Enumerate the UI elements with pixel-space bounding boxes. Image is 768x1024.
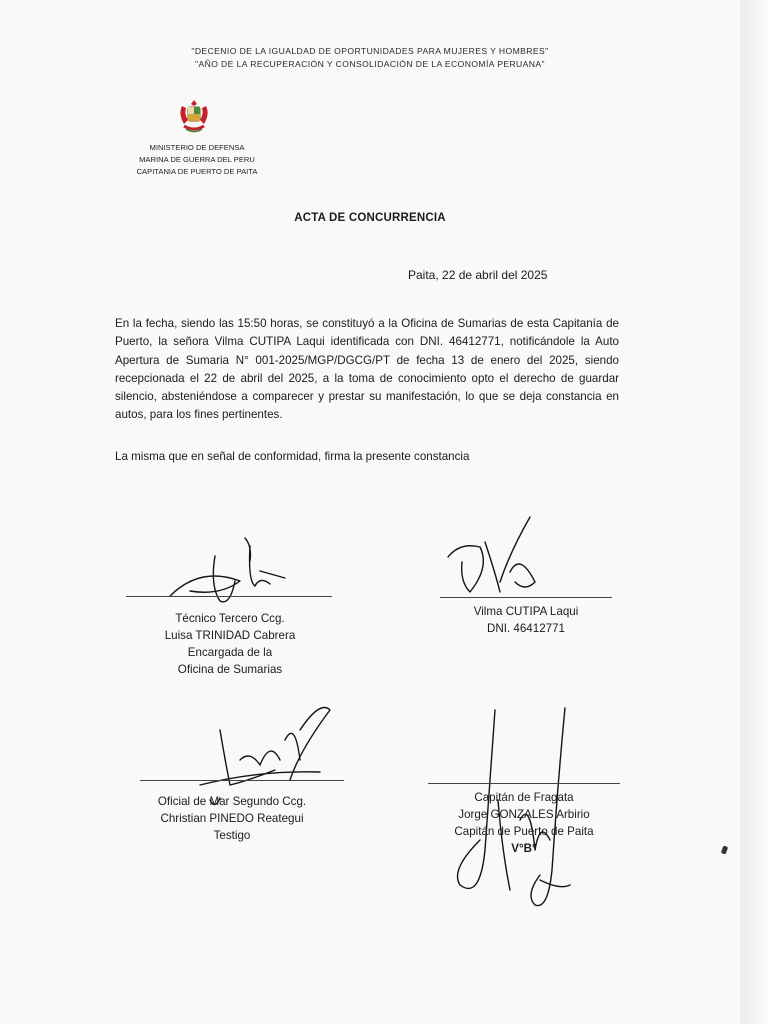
signatory-notificada xyxy=(440,603,612,637)
document-title: ACTA DE CONCURRENCIA xyxy=(294,212,446,224)
tecnico-name: Luisa TRINIDAD Cabrera xyxy=(164,629,296,642)
header-anio: "AÑO DE LA RECUPERACIÓN Y CONSOLIDACIÓN DE LA ECONOMÍA PERUANA" xyxy=(195,59,545,69)
signature-line-testigo xyxy=(140,780,344,781)
testigo-name: Christian PINEDO Reategui xyxy=(160,812,304,825)
testigo-rank: Oficial de Mar Segundo Ccg. xyxy=(157,795,307,808)
notificada-dni: DNI. 46412771 xyxy=(487,622,565,635)
tecnico-role: Encargada de la xyxy=(187,646,273,659)
institution-capitania: CAPITANIA DE PUERTO DE PAITA xyxy=(136,167,258,176)
capitan-rank: Capitán de Fragata xyxy=(474,791,574,804)
signature-line-capitan xyxy=(428,783,620,784)
tecnico-office: Oficina de Sumarias xyxy=(177,663,283,676)
signatory-capitan xyxy=(418,789,630,857)
signature-line-notificada xyxy=(440,597,612,598)
tecnico-rank: Técnico Tercero Ccg. xyxy=(175,612,285,625)
signatory-tecnico xyxy=(120,610,340,678)
scan-edge xyxy=(740,0,768,1024)
capitan-role: Capitán de Puerto de Paita xyxy=(454,825,594,838)
signatory-testigo xyxy=(120,793,344,844)
coat-of-arms-icon xyxy=(174,96,214,136)
document-body: En la fecha, siendo las 15:50 horas, se constituyó a la Oficina de Sumarias de esta Capitanía de Puerto, la señora Vilma CUTIPA Laqui identificada con DNI. 46412771, notificándole la Auto Apertura de Sumaria N° 001-2025/MGP/DGCG/PT de fecha 13 de enero del 2025, siendo recepcionada el 22 de abril del 2025, a la toma de conocimiento opto el derecho de guardar silencio, absteniéndose a comparecer y prestar su manifestación, lo que se deja constancia en autos, para los fines pertinentes. xyxy=(115,317,619,422)
signature-tecnico xyxy=(160,526,300,616)
capitan-name: Jorge GONZALES Arbirio xyxy=(458,808,590,821)
document-date: Paita, 22 de abril del 2025 xyxy=(408,268,548,282)
document-closing: La misma que en señal de conformidad, firma la presente constancia xyxy=(115,450,470,463)
institution-marina: MARINA DE GUERRA DEL PERU xyxy=(139,155,255,164)
capitan-vobo: V°B° xyxy=(511,842,537,855)
header-decenio: "DECENIO DE LA IGUALDAD DE OPORTUNIDADES PARA MUJERES Y HOMBRES" xyxy=(191,46,549,56)
notificada-name: Vilma CUTIPA Laqui xyxy=(473,605,579,618)
signature-line-tecnico xyxy=(126,596,332,597)
institution-ministerio: MINISTERIO DE DEFENSA xyxy=(149,143,245,152)
testigo-role: Testigo xyxy=(213,829,251,842)
ink-mark xyxy=(721,845,728,854)
